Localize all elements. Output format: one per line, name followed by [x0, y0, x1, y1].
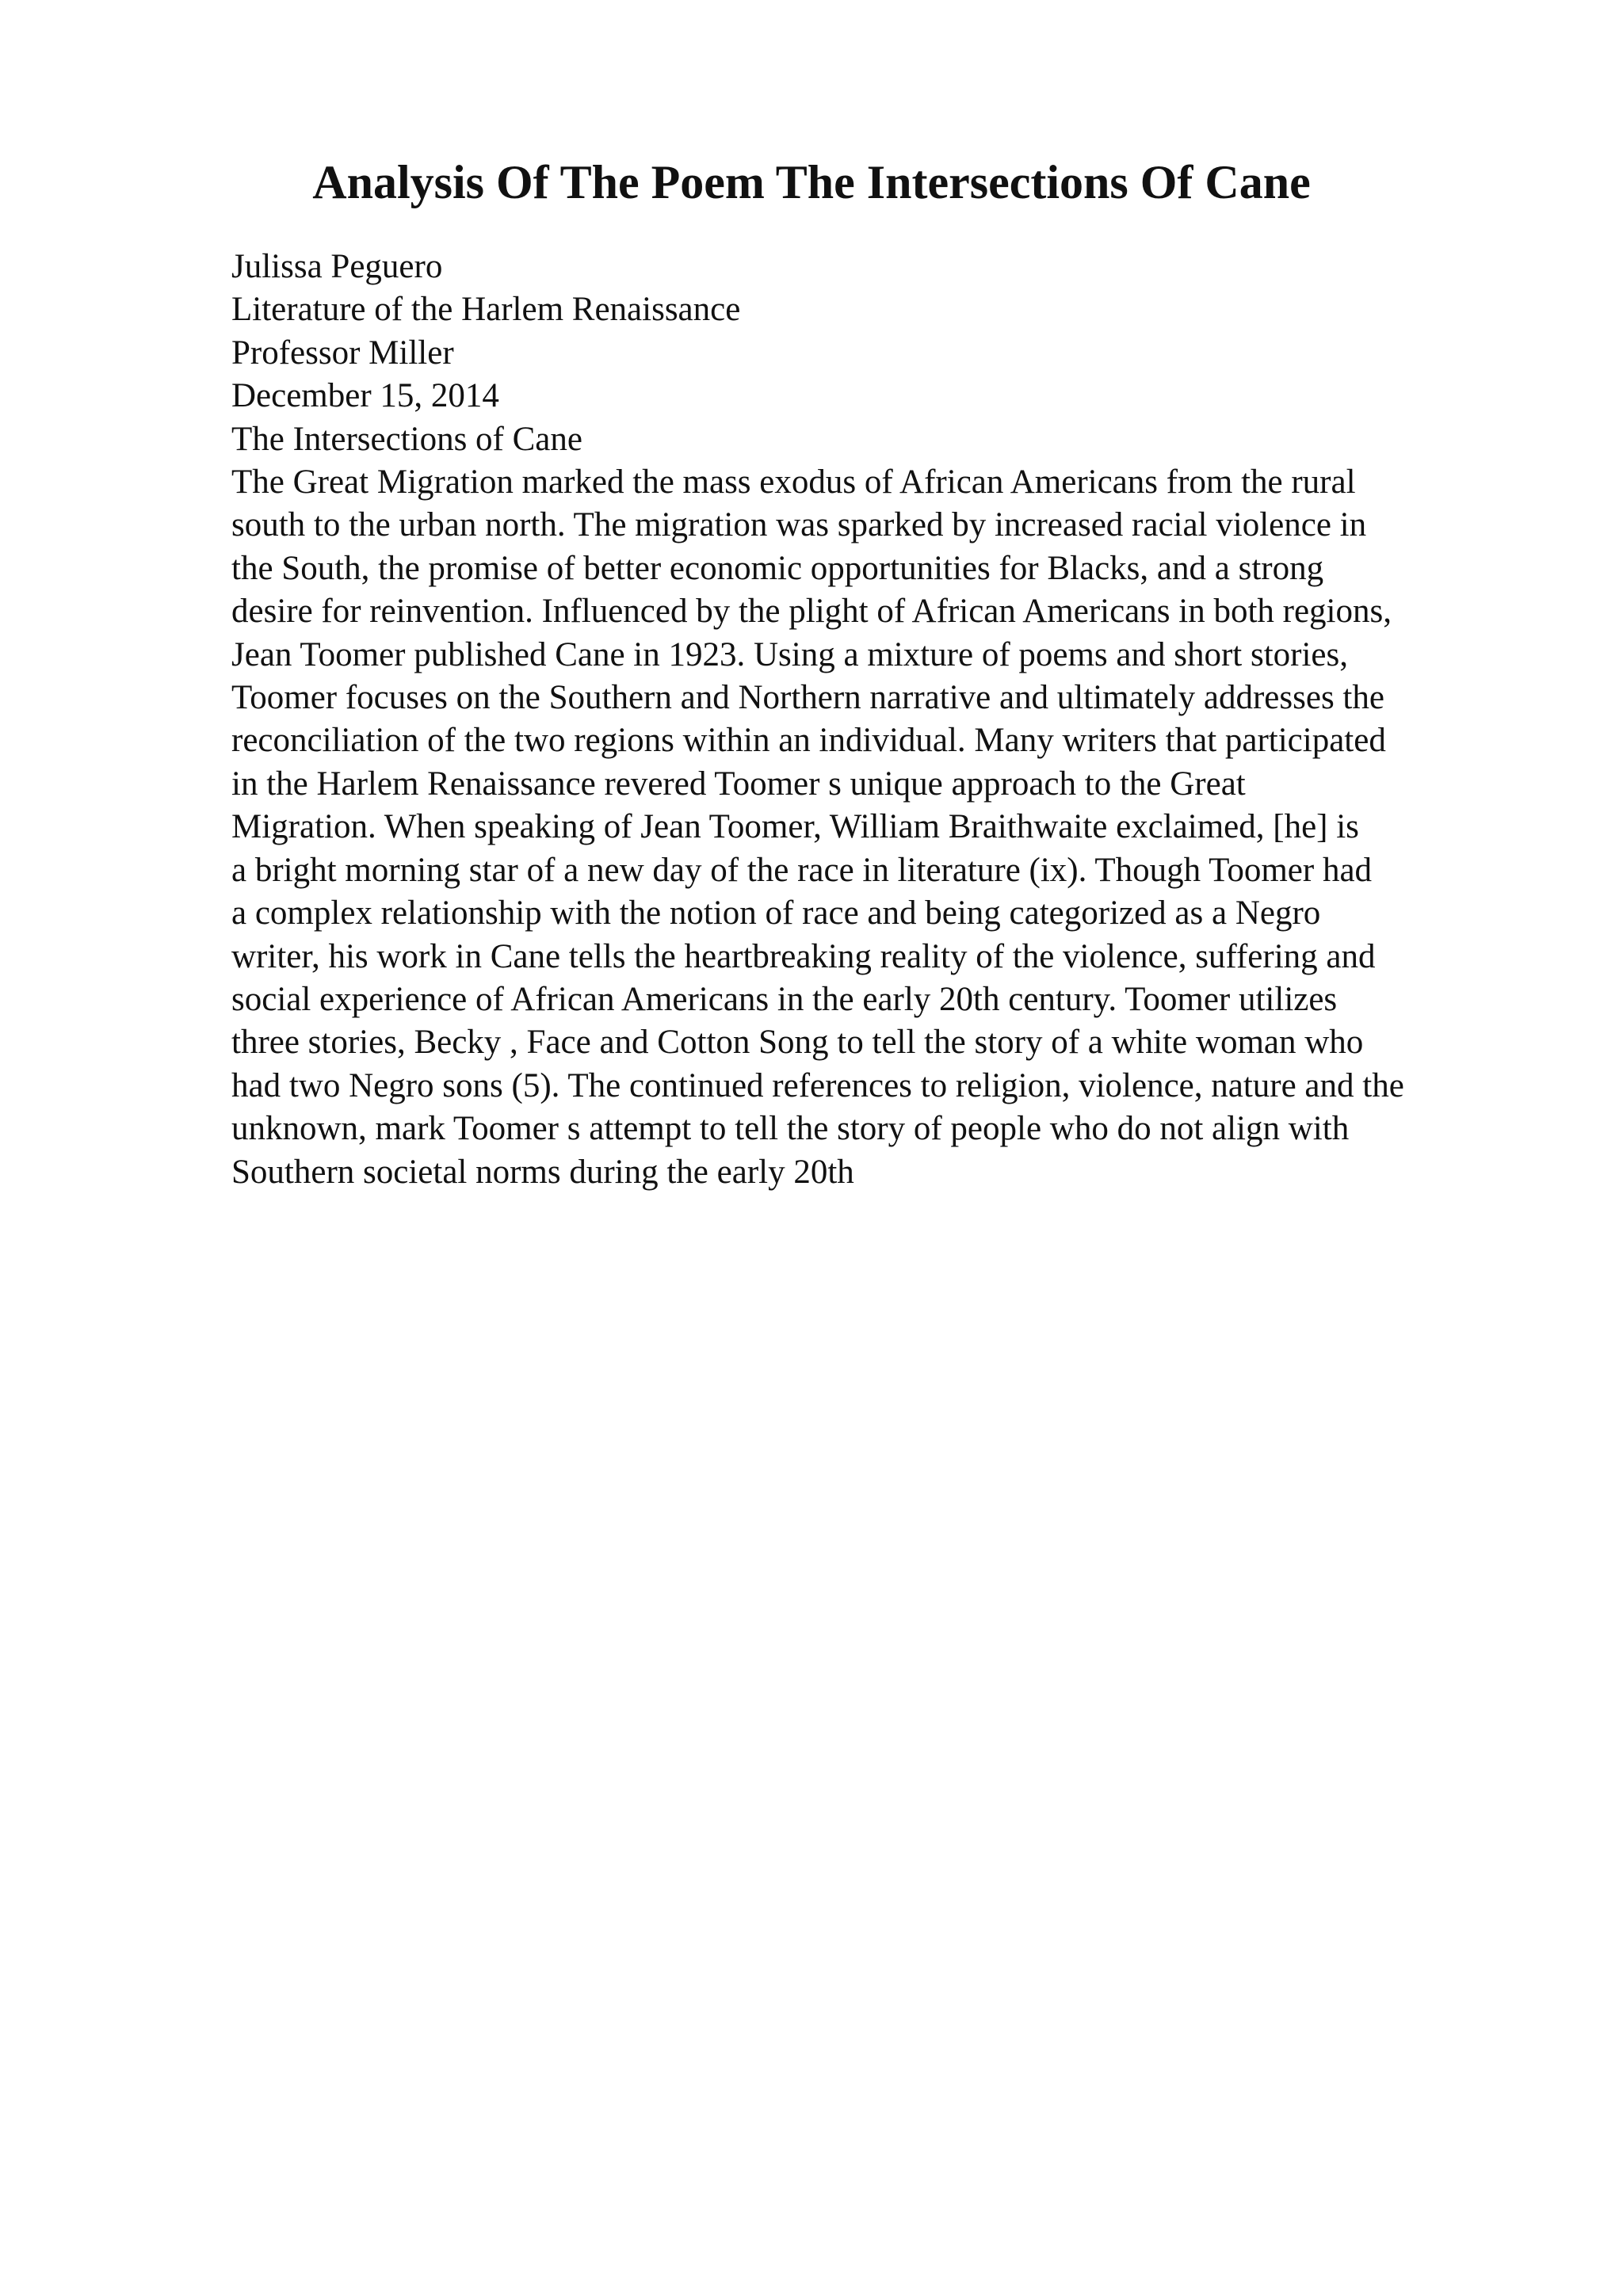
course-name: Literature of the Harlem Renaissance: [231, 291, 741, 329]
body-line: reconciliation of the two regions within an individual. Many writers that participated: [231, 722, 1386, 760]
body-line: desire for reinvention. Influenced by the plight of African Americans in both regions,: [231, 593, 1392, 631]
body-line: a bright morning star of a new day of the race in literature (ix). Though Toomer had: [231, 851, 1373, 889]
document-date: December 15, 2014: [231, 377, 499, 415]
author-name: Julissa Peguero: [231, 248, 443, 285]
body-line: the South, the promise of better economic opportunities for Blacks, and a strong: [231, 549, 1324, 587]
body-line: in the Harlem Renaissance revered Toomer s unique approach to the Great: [231, 765, 1246, 803]
professor-name: Professor Miller: [231, 334, 454, 372]
essay-title: The Intersections of Cane: [231, 420, 582, 458]
body-line: south to the urban north. The migration was sparked by increased racial violence in: [231, 506, 1367, 544]
body-line: unknown, mark Toomer s attempt to tell the story of people who do not align with: [231, 1110, 1350, 1148]
document-content: [231, 246, 1594, 1194]
document-title: Analysis Of The Poem The Intersections Of Cane: [312, 156, 1311, 208]
body-line: Jean Toomer published Cane in 1923. Using a mixture of poems and short stories,: [231, 635, 1349, 673]
body-line: Toomer focuses on the Southern and Northern narrative and ultimately addresses the: [231, 679, 1384, 717]
body-line: Southern societal norms during the early 20th: [231, 1153, 854, 1191]
body-line: had two Negro sons (5). The continued references to religion, violence, nature and the: [231, 1066, 1404, 1104]
body-line: three stories, Becky , Face and Cotton Song to tell the story of a white woman who: [231, 1024, 1364, 1062]
body-line: writer, his work in Cane tells the heartbreaking reality of the violence, suffering and: [231, 937, 1376, 975]
body-line: a complex relationship with the notion of race and being categorized as a Negro: [231, 894, 1321, 933]
body-line: The Great Migration marked the mass exodus of African Americans from the rural: [231, 463, 1356, 502]
body-line: Migration. When speaking of Jean Toomer, William Braithwaite exclaimed, [he] is: [231, 808, 1359, 846]
essay-body: [231, 461, 1594, 1194]
body-line: social experience of African Americans in the early 20th century. Toomer utilizes: [231, 980, 1338, 1018]
